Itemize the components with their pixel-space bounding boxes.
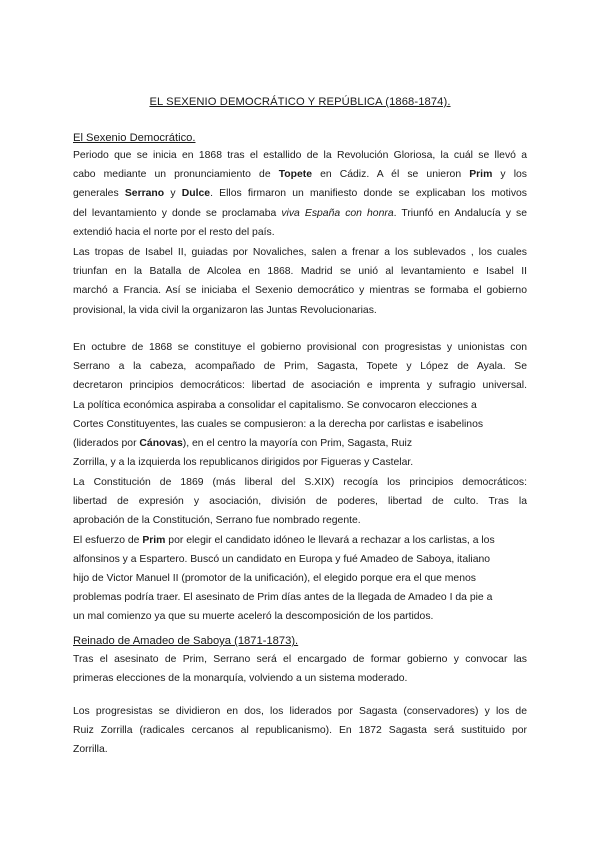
text-line: hijo de Victor Manuel II (promotor de la unificación), el elegido porque era el que menos xyxy=(73,573,476,585)
document-title: EL SEXENIO DEMOCRÁTICO Y REPÚBLICA (1868-1874). xyxy=(149,96,451,108)
text-line: un mal comienzo ya que su muerte aceleró la descomposición de los partidos. xyxy=(73,611,434,623)
section-heading-sexenio: El Sexenio Democrático. xyxy=(73,132,196,144)
text-line: del levantamiento y donde se proclamaba viva España con honra. Triunfó en Andalucía y se xyxy=(73,207,527,219)
paragraph-progresistas xyxy=(73,702,527,760)
text-line: triunfan en la Batalla de Alcolea en 1868. Madrid se unió al levantamiento e Isabel II xyxy=(73,266,527,278)
text-line: extendió hacia el norte por el resto del país. xyxy=(73,226,275,238)
text-line: Zorrilla, y a la izquierda los republicanos dirigidos por Figueras y Castelar. xyxy=(73,457,414,469)
bold-name: Serrano xyxy=(124,188,165,200)
paragraph-constitucion xyxy=(73,473,527,627)
text-line: cabo mediante un pronunciamiento de Topete en Cádiz. A él se unieron Prim y los xyxy=(73,169,527,181)
bold-name: Prim xyxy=(142,534,166,546)
section-heading-amadeo: Reinado de Amadeo de Saboya (1871-1873). xyxy=(73,635,299,647)
text-line: Serrano a la cabeza, acompañado de Prim, Sagasta, Topete y López de Ayala. Se xyxy=(73,361,527,373)
paragraph-alcolea xyxy=(73,243,527,320)
text-line: Las tropas de Isabel II, guiadas por Novaliches, salen a frenar a los sublevados , los cuales xyxy=(73,247,527,258)
italic-motto: viva España con honra xyxy=(281,207,394,219)
paragraph-gobierno-provisional xyxy=(73,338,527,472)
text-line: (liderados por Cánovas), en el centro la mayoría con Prim, Sagasta, Ruiz xyxy=(73,438,413,450)
text-line: alfonsinos y a Espartero. Buscó un candidato en Europa y fué Amadeo de Saboya, italiano xyxy=(73,553,491,565)
bold-name: Topete xyxy=(278,169,312,181)
text-line: Zorrilla. xyxy=(73,744,108,756)
text-line: primeras elecciones de la monarquía, volviendo a un sistema moderado. xyxy=(73,673,408,685)
bold-name: Prim xyxy=(469,169,493,181)
text-line: generales Serrano y Dulce. Ellos firmaron un manifiesto donde se explicaban los motivos xyxy=(73,188,527,200)
text-line: Los progresistas se dividieron en dos, los liderados por Sagasta (conservadores) y los de xyxy=(73,706,527,717)
text-line: Periodo que se inicia en 1868 tras el estallido de la Revolución Gloriosa, la cuál se llevó a xyxy=(73,150,527,161)
text-line: Ruiz Zorrilla (radicales cercanos al republicanismo). En 1872 Sagasta será sustituido por xyxy=(73,725,527,737)
text-line: provisional, la vida civil la organizaron las Juntas Revolucionarias. xyxy=(73,304,377,316)
paragraph-asesinato-prim xyxy=(73,650,527,688)
bold-name: Cánovas xyxy=(139,438,183,450)
paragraph-intro xyxy=(73,146,527,242)
bold-name: Dulce xyxy=(181,188,211,200)
text-line: libertad de expresión y asociación, división de poderes, libertad de culto. Tras la xyxy=(73,496,527,508)
text-line: problemas podría traer. El asesinato de Prim días antes de la llegada de Amadeo I da pie a xyxy=(73,592,493,604)
text-line: La Constitución de 1869 (más liberal del S.XIX) recogía los principios democráticos: xyxy=(73,477,527,488)
text-line: Tras el asesinato de Prim, Serrano será el encargado de formar gobierno y convocar las xyxy=(73,654,527,665)
text-line: marchó a Francia. Así se iniciaba el Sexenio democrático y mientras se formaba el gobierno xyxy=(73,285,527,297)
text-line: El esfuerzo de Prim por elegir el candidato idóneo le llevará a rechazar a los carlistas, a los xyxy=(73,534,495,546)
text-line: En octubre de 1868 se constituye el gobierno provisional con progresistas y unionistas con xyxy=(73,342,527,353)
text-line: La política económica aspiraba a consolidar el capitalismo. Se convocaron elecciones a xyxy=(73,399,477,411)
text-line: aprobación de la Constitución, Serrano fue nombrado regente. xyxy=(73,515,361,527)
text-line: decretaron principios democráticos: libertad de asociación e imprenta y sufragio universal. xyxy=(73,380,527,392)
text-line: Cortes Constituyentes, las cuales se compusieron: a la derecha por carlistas e isabelinos xyxy=(73,418,484,430)
